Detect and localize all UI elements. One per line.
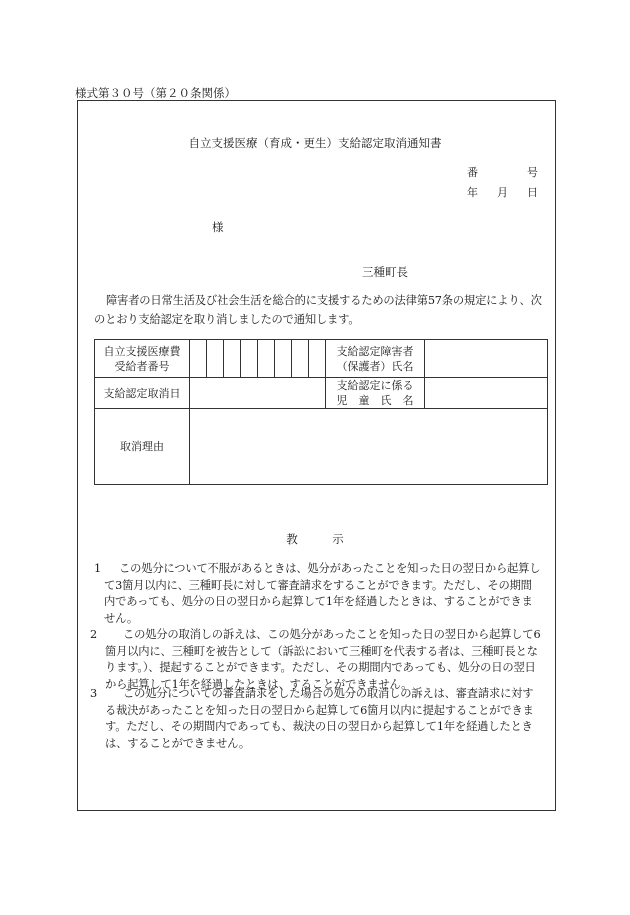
notice-item-text: この処分の取消しの訴えは、この処分があったことを知った日の翌日から起算して6箇月以内に、三種町を被告として（訴訟において三種町を代表する者は、三種町長となります。）、提起することができます。ただし、その期間内であっても、処分の日の翌日から起算して1年を経過したときは、することができません。 [105, 628, 541, 691]
recipient-number-label-line1: 自立支援医療費 [103, 344, 181, 358]
recipient-digit-cell[interactable] [241, 340, 258, 378]
notice-item-1 [90, 561, 542, 627]
cancel-date-label: 支給認定取消日 [95, 378, 190, 409]
notice-item-number: 3 [90, 687, 97, 700]
notice-item-text: この処分についての審査請求をした場合の処分の取消しの訴えは、審査請求に対する裁決があったことを知った日の翌日から起算して6箇月以内に提起することができます。ただし、その期間内であっても、裁決の日の翌日から起算して1年を経過したときは、することができません。 [105, 687, 534, 750]
guardian-name-label [326, 340, 425, 378]
number-suffix: 号 [527, 166, 538, 179]
guardian-label-line2: （保護者）氏名 [336, 359, 414, 373]
notice-item-number: 1 [94, 562, 101, 575]
child-name-label [326, 378, 425, 409]
recipient-digit-cell[interactable] [258, 340, 275, 378]
recipient-digit-cell[interactable] [207, 340, 224, 378]
recipient-digit-cell[interactable] [292, 340, 309, 378]
date-year: 年 [467, 186, 478, 199]
notice-item-3 [90, 686, 542, 752]
date-day: 日 [527, 186, 538, 199]
guardian-name-value[interactable] [425, 340, 548, 378]
recipient-digit-cell[interactable] [275, 340, 292, 378]
recipient-digit-cell[interactable] [190, 340, 207, 378]
notice-title: 教 示 [286, 532, 344, 546]
recipient-number-label-line2: 受給者番号 [114, 359, 170, 373]
reason-label: 取消理由 [95, 409, 190, 485]
date-month: 月 [497, 186, 508, 199]
guardian-label-line1: 支給認定障害者 [336, 344, 414, 358]
notice-item-number: 2 [90, 628, 97, 641]
issuer-name: 三種町長 [362, 265, 408, 279]
recipient-honorific: 様 [212, 220, 224, 234]
reason-value[interactable] [190, 409, 548, 485]
notification-body: 障害者の日常生活及び社会生活を総合的に支援するための法律第57条の規定により、次のとおり支給認定を取り消しましたので通知します。 [94, 294, 542, 326]
child-name-value[interactable] [425, 378, 548, 409]
child-label-line1: 支給認定に係る [336, 379, 414, 392]
table-row [95, 409, 548, 485]
table-row [95, 340, 548, 378]
notice-item-text: この処分について不服があるときは、処分があったことを知った日の翌日から起算して3箇月以内に、三種町長に対して審査請求をすることができます。ただし、その期間内であっても、処分の日の翌日から起算して1年を経過したときは、することができません。 [104, 562, 541, 625]
form-number: 様式第３０号（第２０条関係） [75, 86, 236, 100]
cancel-date-value[interactable] [190, 378, 326, 409]
recipient-number-label [95, 340, 190, 378]
table-row [95, 378, 548, 409]
number-char: 番 [467, 166, 478, 179]
recipient-digit-cell[interactable] [309, 340, 326, 378]
recipient-digit-cell[interactable] [224, 340, 241, 378]
certification-table [94, 339, 548, 485]
child-label-line2: 児 童 氏 名 [336, 394, 414, 407]
notice-item-2 [90, 627, 542, 693]
document-title: 自立支援医療（育成・更生）支給認定取消通知書 [188, 136, 442, 150]
